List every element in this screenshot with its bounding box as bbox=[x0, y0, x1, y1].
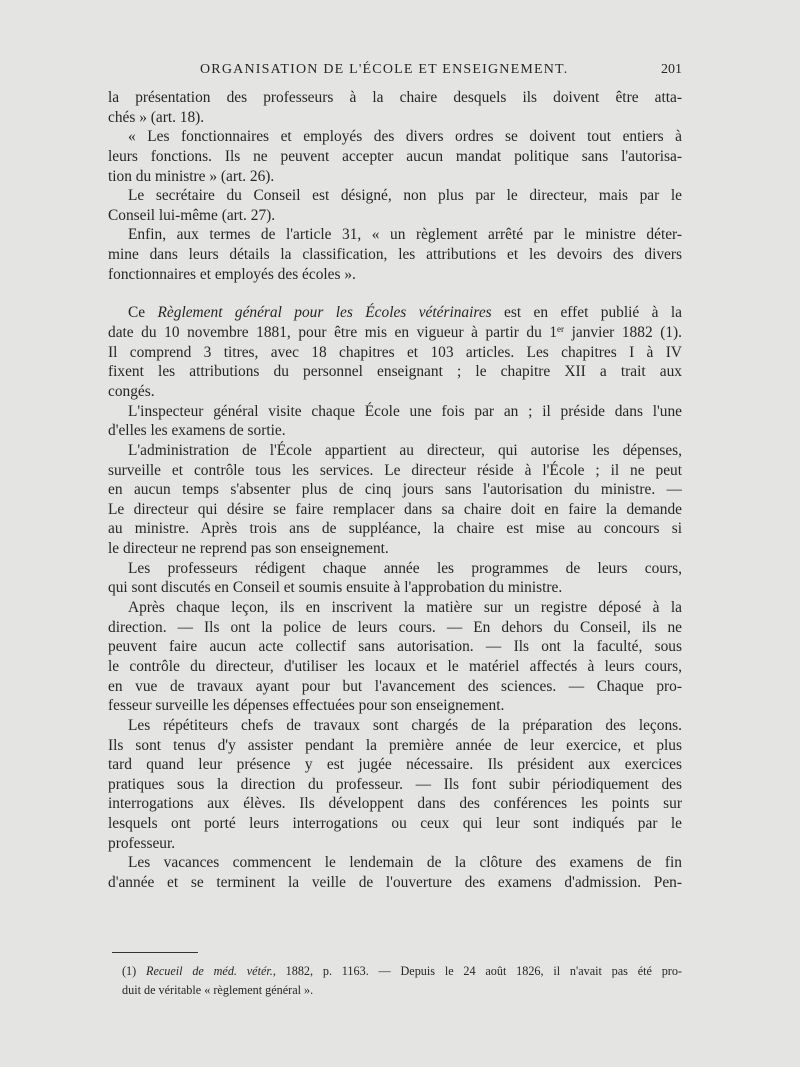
running-head bbox=[108, 62, 682, 82]
text-line: L'inspecteur général visite chaque École une fois par an ; il préside dans l'une bbox=[128, 402, 682, 420]
text-line: Les vacances commencent le lendemain de la clôture des examens de fin bbox=[128, 854, 682, 872]
text-line: Conseil lui-même (art. 27). bbox=[108, 206, 276, 224]
text-line: Ils sont tenus d'y assister pendant la première année de leur exercice, et plus bbox=[108, 736, 682, 754]
footnote-line: (1) Recueil de méd. vétér., 1882, p. 1163. — Depuis le 24 août 1826, il n'avait pas été pro- bbox=[122, 964, 682, 978]
text-line: pratiques sous la direction du professeur. — Ils font subir périodiquement des bbox=[108, 775, 682, 793]
footnote-divider bbox=[112, 952, 198, 953]
text-line: qui sont discutés en Conseil et soumis ensuite à l'approbation du ministre. bbox=[108, 579, 563, 597]
text-line: Ce Règlement général pour les Écoles vétérinaires est en effet publié à la bbox=[128, 304, 682, 322]
text-line: professeur. bbox=[108, 834, 176, 852]
text-line: en aucun temps s'absenter plus de cinq jours sans l'autorisation du ministre. — bbox=[108, 481, 682, 499]
text-line: lesquels ont porté leurs interrogations ou ceux qui leur sont indiqués par le bbox=[108, 815, 682, 833]
text-line: au ministre. Après trois ans de suppléance, la chaire est mise au concours si bbox=[108, 520, 682, 538]
text-line: mine dans leurs détails la classification, les attributions et les devoirs des divers bbox=[108, 246, 682, 264]
footnote-line: duit de véritable « règlement général ». bbox=[122, 983, 314, 997]
text-line: fonctionnaires et employés des écoles ». bbox=[108, 265, 356, 283]
text-line: fesseur surveille les dépenses effectuées pour son enseignement. bbox=[108, 697, 505, 715]
text-line: chés » (art. 18). bbox=[108, 108, 205, 126]
text-line: tion du ministre » (art. 26). bbox=[108, 167, 275, 185]
text-line: surveille et contrôle tous les services. Le directeur réside à l'École ; il ne peut bbox=[108, 461, 682, 479]
text-line: d'année et se terminent la veille de l'ouverture des examens d'admission. Pen- bbox=[108, 873, 682, 891]
text-line: Il comprend 3 titres, avec 18 chapitres et 103 articles. Les chapitres I à IV bbox=[108, 343, 682, 361]
text-line: congés. bbox=[108, 382, 155, 400]
text-line: le directeur ne reprend pas son enseignement. bbox=[108, 540, 389, 558]
text-line: L'administration de l'École appartient au directeur, qui autorise les dépenses, bbox=[128, 441, 682, 459]
text-line: Après chaque leçon, ils en inscrivent la matière sur un registre déposé à la bbox=[128, 599, 682, 617]
text-line: le contrôle du directeur, d'utiliser les locaux et le matériel affectés à leurs cours, bbox=[108, 657, 682, 675]
text-line: d'elles les examens de sortie. bbox=[108, 422, 286, 440]
text-line: peuvent faire aucun acte collectif sans autorisation. — Ils ont la faculté, sous bbox=[108, 638, 682, 656]
page-number: 201 bbox=[661, 62, 682, 77]
text-line: direction. — Ils ont la police de leurs cours. — En dehors du Conseil, ils ne bbox=[108, 618, 682, 636]
text-line: interrogations aux élèves. Ils développent dans des conférences les points sur bbox=[108, 795, 682, 813]
text-line: fixent les attributions du personnel enseignant ; le chapitre XII a trait aux bbox=[108, 363, 682, 381]
footnotes bbox=[122, 962, 682, 1000]
text-line: date du 10 novembre 1881, pour être mis en vigueur à partir du 1er janvier 1882 (1). bbox=[108, 324, 682, 342]
running-title: ORGANISATION DE L'ÉCOLE ET ENSEIGNEMENT. bbox=[200, 62, 569, 77]
paragraph-gap bbox=[108, 284, 682, 303]
text-line: leurs fonctions. Ils ne peuvent accepter aucun mandat politique sans l'autorisa- bbox=[108, 147, 682, 165]
body-text bbox=[108, 88, 682, 893]
text-line: « Les fonctionnaires et employés des divers ordres se doivent tout entiers à bbox=[128, 128, 682, 146]
text-line: Enfin, aux termes de l'article 31, « un règlement arrêté par le ministre déter- bbox=[128, 226, 682, 244]
text-line: la présentation des professeurs à la chaire desquels ils doivent être atta- bbox=[108, 89, 682, 106]
text-line: Les professeurs rédigent chaque année les programmes de leurs cours, bbox=[128, 559, 682, 577]
text-line: tard quand leur présence y est jugée nécessaire. Ils président aux exercices bbox=[108, 756, 682, 774]
text-line: Les répétiteurs chefs de travaux sont chargés de la préparation des leçons. bbox=[128, 716, 682, 734]
text-line: Le secrétaire du Conseil est désigné, non plus par le directeur, mais par le bbox=[128, 187, 682, 205]
text-line: Le directeur qui désire se faire remplacer dans sa chaire doit en faire la demande bbox=[108, 500, 682, 518]
text-line: en vue de travaux ayant pour but l'avancement des sciences. — Chaque pro- bbox=[108, 677, 682, 695]
